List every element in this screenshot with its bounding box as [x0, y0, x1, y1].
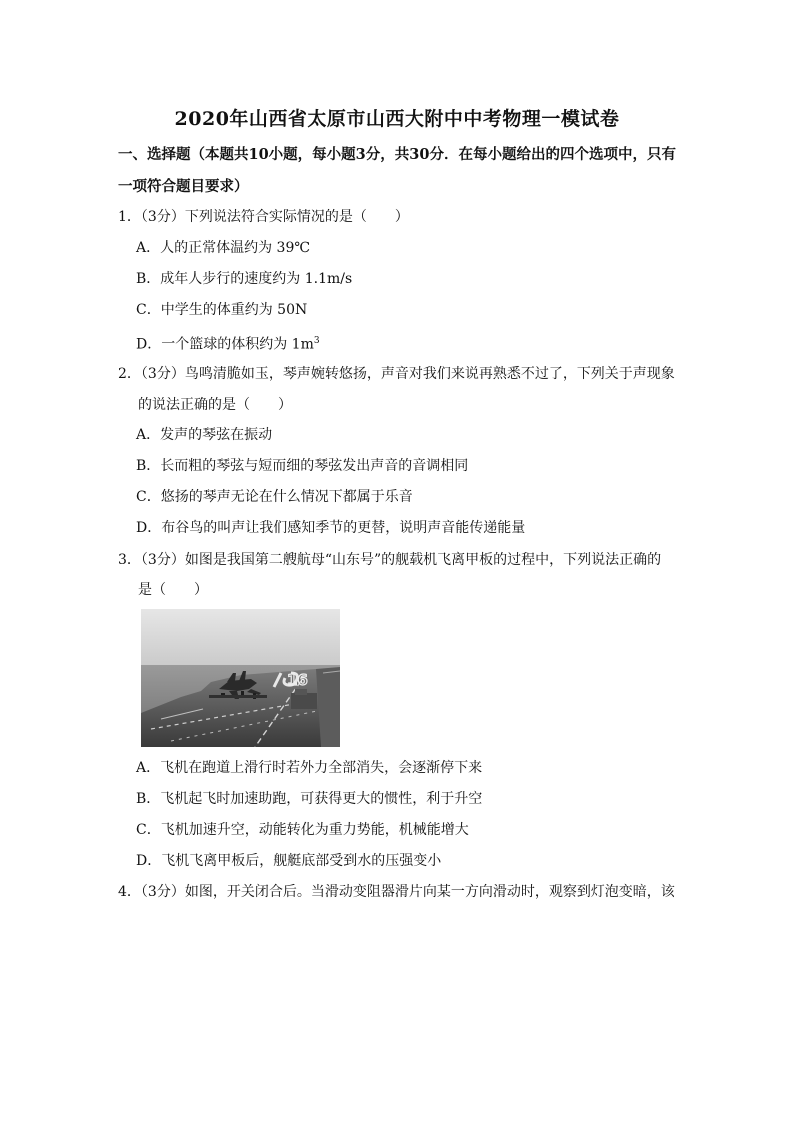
deck-number-text: 16	[287, 671, 308, 689]
question-2-stem-continued: 的说法正确的是（ ）	[138, 397, 292, 413]
section-heading-line-1: 一、选择题（本题共10小题，每小题3分，共30分．在每小题给出的四个选项中，只有	[118, 146, 676, 163]
question-2-option-b: B．长而粗的琴弦与短而细的琴弦发出声音的音调相同	[136, 458, 469, 474]
question-3-option-d: D．飞机飞离甲板后，舰艇底部受到水的压强变小	[136, 853, 442, 869]
question-2-option-d: D．布谷鸟的叫声让我们感知季节的更替，说明声音能传递能量	[136, 520, 526, 536]
question-4-stem: 4．（3分）如图，开关闭合后。当滑动变阻器滑片向某一方向滑动时，观察到灯泡变暗，该	[118, 884, 675, 900]
question-1-option-a: A．人的正常体温约为 39℃	[136, 240, 311, 256]
question-1-stem: 1．（3分）下列说法符合实际情况的是（ ）	[118, 209, 409, 225]
question-3-option-b: B．飞机起飞时加速助跑，可获得更大的惯性，利于升空	[136, 791, 483, 807]
aircraft-carrier-photo	[141, 609, 340, 747]
page-title: 2020年山西省太原市山西大附中中考物理一模试卷	[174, 108, 620, 130]
question-3-option-a: A．飞机在跑道上滑行时若外力全部消失，会逐渐停下来	[136, 760, 483, 776]
question-1-option-c: C．中学生的体重约为 50N	[136, 302, 308, 318]
question-2-option-a: A．发声的琴弦在振动	[136, 427, 273, 443]
question-3-option-c: C．飞机加速升空，动能转化为重力势能，机械能增大	[136, 822, 469, 838]
cubic-superscript: 3	[313, 336, 320, 346]
question-1-option-b: B．成年人步行的速度约为 1.1m/s	[136, 271, 353, 287]
question-3-stem-continued: 是（ ）	[138, 582, 208, 598]
question-3-stem: 3．（3分）如图是我国第二艘航母“山东号”的舰载机飞离甲板的过程中，下列说法正确的	[118, 552, 662, 568]
question-2-stem: 2．（3分）鸟鸣清脆如玉，琴声婉转悠扬，声音对我们来说再熟悉不过了，下列关于声现象	[118, 366, 675, 382]
question-2-option-c: C．悠扬的琴声无论在什么情况下都属于乐音	[136, 489, 413, 505]
section-heading-line-2: 一项符合题目要求）	[118, 178, 249, 195]
question-1-option-d-text: D．一个篮球的体积约为 1m	[136, 336, 314, 353]
question-1-option-d	[136, 331, 320, 355]
